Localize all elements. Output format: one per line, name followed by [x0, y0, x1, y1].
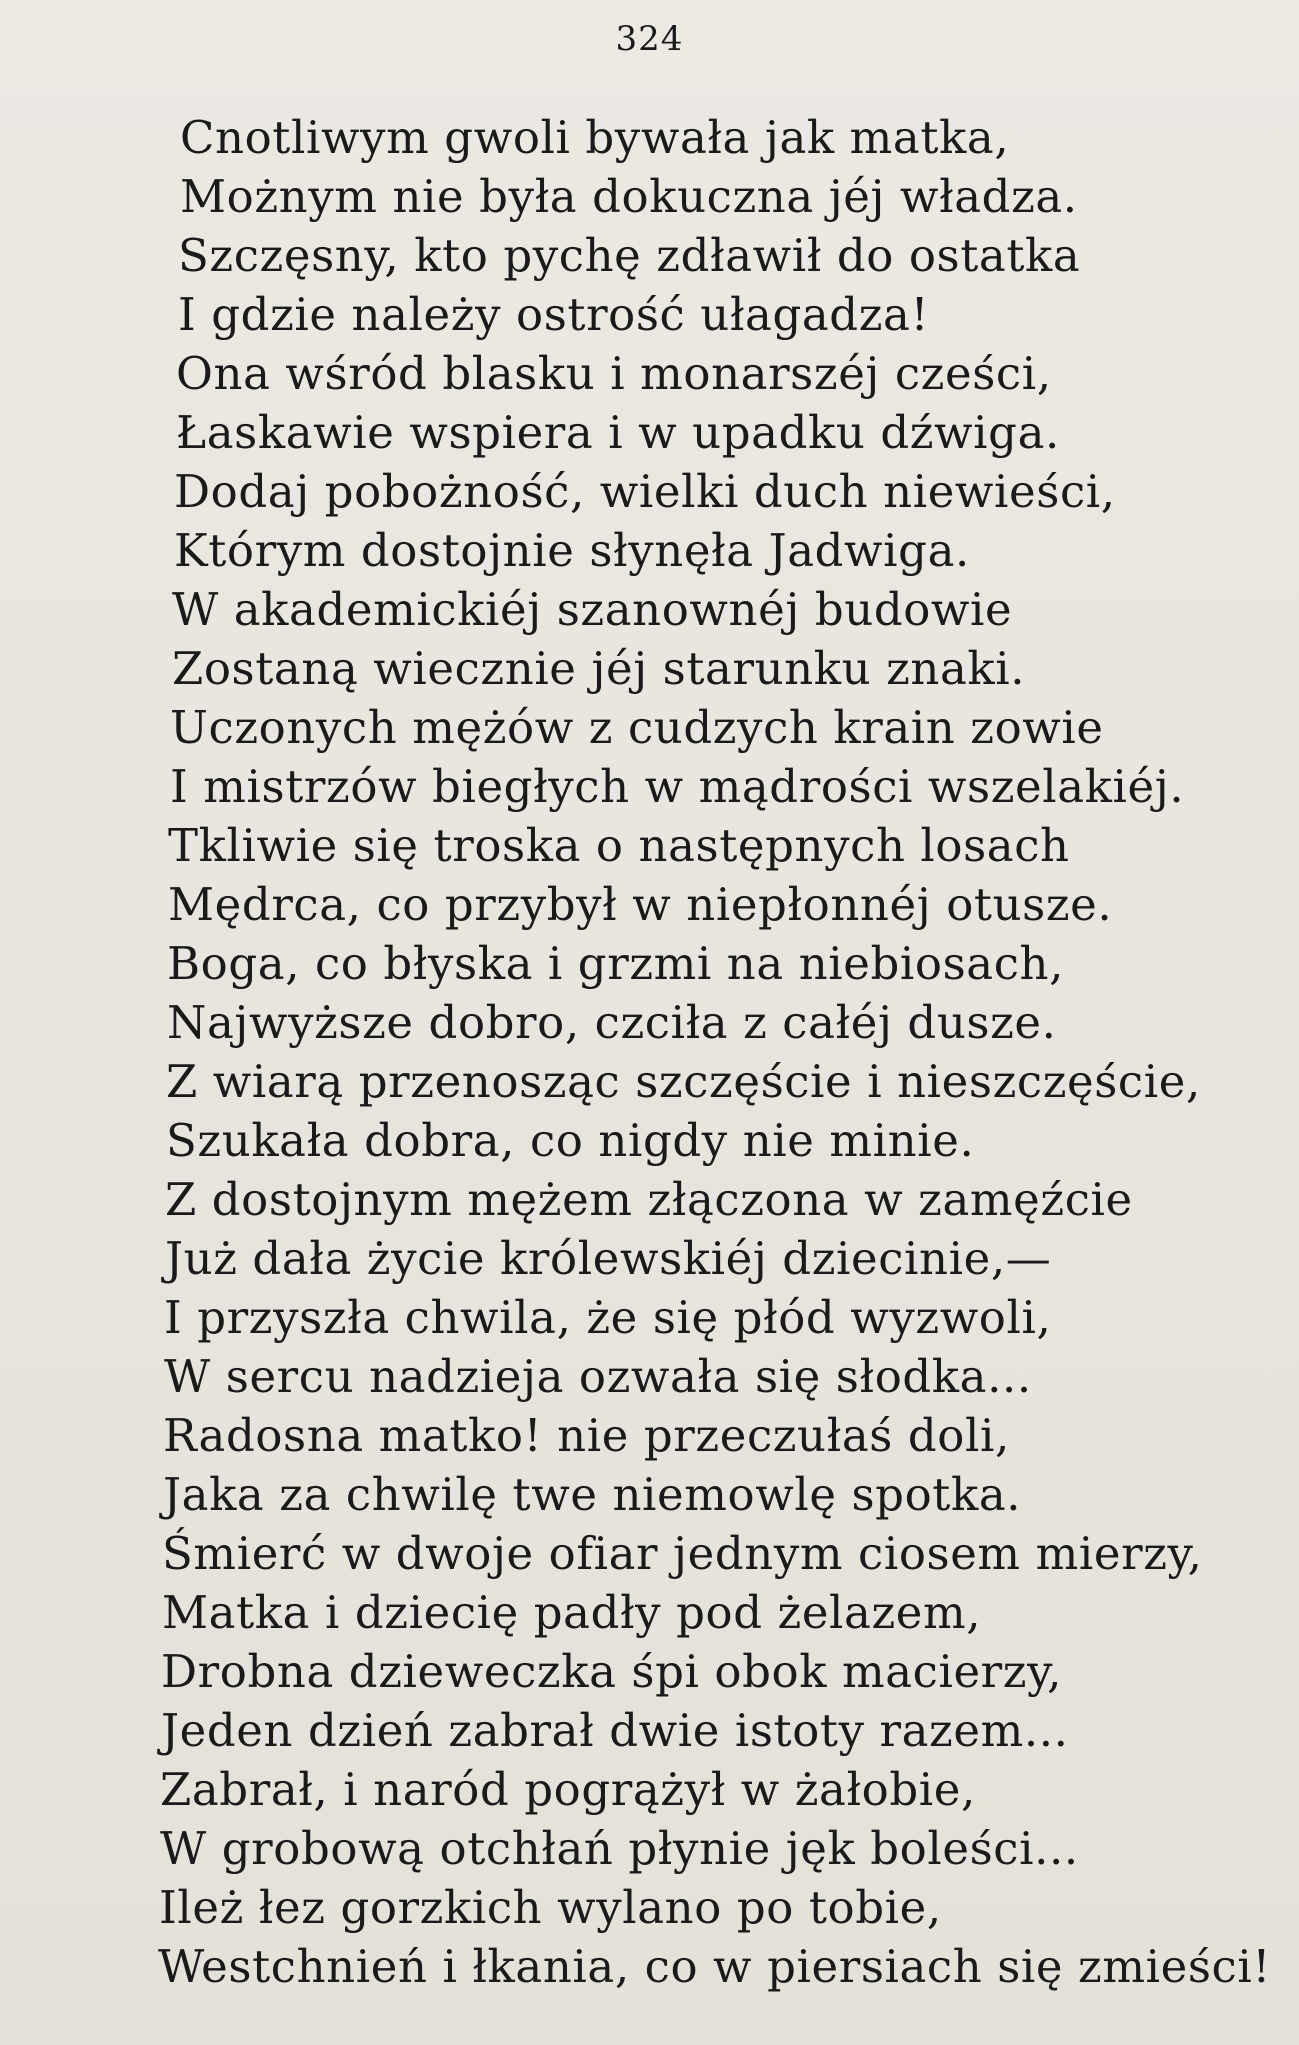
- poem-line: Radosna matko! nie przeczułaś doli,: [163, 1409, 1010, 1462]
- poem-line: Którym dostojnie słynęła Jadwiga.: [174, 524, 970, 577]
- poem-line: Możnym nie była dokuczna jéj władza.: [180, 170, 1078, 223]
- poem-line: Ileż łez gorzkich wylano po tobie,: [159, 1881, 942, 1934]
- poem-line: W grobową otchłań płynie jęk boleści...: [160, 1822, 1079, 1875]
- poem-line: Dodaj pobożność, wielki duch niewieści,: [174, 465, 1116, 518]
- poem-line: Westchnień i łkania, co w piersiach się zmieści!: [158, 1940, 1272, 1993]
- poem-line: Najwyższe dobro, czciła z całéj dusze.: [167, 996, 1057, 1049]
- poem-line: Zostaną wiecznie jéj starunku znaki.: [172, 642, 1026, 695]
- poem-line: Z wiarą przenosząc szczęście i nieszczęście,: [166, 1055, 1201, 1108]
- poem-line: I gdzie należy ostrość ułagadza!: [178, 288, 930, 341]
- poem-line: I mistrzów biegłych w mądrości wszelakiéj.: [170, 760, 1185, 813]
- poem-line: Łaskawie wspiera i w upadku dźwiga.: [176, 406, 1060, 459]
- poem-line: Ona wśród blasku i monarszéj cześci,: [176, 347, 1052, 400]
- poem-line: Szczęsny, kto pychę zdławił do ostatka: [178, 229, 1081, 282]
- poem-line: Mędrca, co przybył w niepłonnéj otusze.: [168, 878, 1113, 931]
- poem-line: Drobna dzieweczka śpi obok macierzy,: [161, 1645, 1063, 1698]
- poem-line: Tkliwie się troska o następnych losach: [168, 819, 1070, 872]
- poem-line: Szukała dobra, co nigdy nie minie.: [166, 1114, 975, 1167]
- poem-line: Śmierć w dwoje ofiar jednym ciosem mierzy,: [162, 1527, 1203, 1580]
- poem-line: W sercu nadzieja ozwała się słodka...: [164, 1350, 1032, 1403]
- poem-line: Cnotliwym gwoli bywała jak matka,: [180, 111, 1010, 164]
- poem-line: W akademickiéj szanownéj budowie: [172, 583, 1013, 636]
- page-number: 324: [615, 19, 684, 59]
- poem-line: Już dała życie królewskiéj dziecinie,—: [165, 1232, 1052, 1285]
- poem-line: Jaka za chwilę twe niemowlę spotka.: [163, 1468, 1022, 1521]
- poem-line: I przyszła chwila, że się płód wyzwoli,: [164, 1291, 1052, 1344]
- poem-line: Jeden dzień zabrał dwie istoty razem...: [161, 1704, 1069, 1757]
- poem-line: Uczonych mężów z cudzych krain zowie: [170, 701, 1104, 754]
- poem-line: Z dostojnym mężem złączona w zamęźcie: [165, 1173, 1133, 1226]
- poem-line: Zabrał, i naród pogrążył w żałobie,: [160, 1763, 976, 1816]
- poem-text: [158, 108, 1290, 1996]
- poem-line: Boga, co błyska i grzmi na niebiosach,: [167, 937, 1065, 990]
- poem-line: Matka i dziecię padły pod żelazem,: [162, 1586, 982, 1639]
